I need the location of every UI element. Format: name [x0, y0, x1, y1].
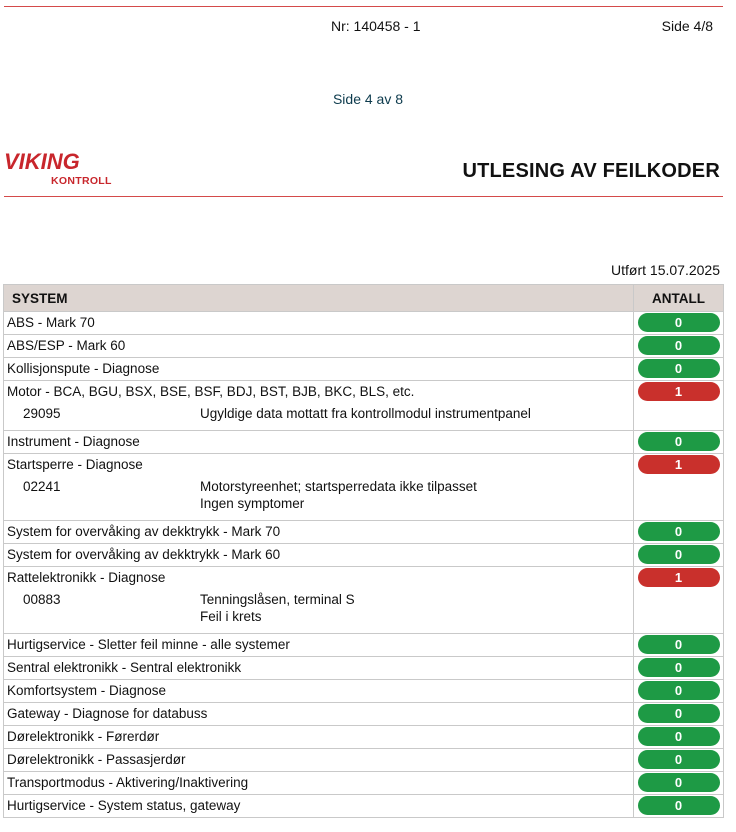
- system-cell: [4, 335, 634, 358]
- table-row: [4, 335, 724, 358]
- system-name: ABS/ESP - Mark 60: [7, 338, 126, 353]
- count-cell: [634, 772, 724, 795]
- page-title: UTLESING AV FEILKODER: [462, 160, 720, 182]
- system-cell: [4, 454, 634, 521]
- count-cell: [634, 521, 724, 544]
- fault-description: [200, 589, 630, 625]
- table-row: [4, 544, 724, 567]
- table-row: [4, 358, 724, 381]
- count-cell: [634, 726, 724, 749]
- system-cell: [4, 634, 634, 657]
- count-badge-ok: 0: [638, 704, 720, 723]
- system-name: Instrument - Diagnose: [7, 434, 140, 449]
- fault-code: 02241: [23, 479, 61, 494]
- count-badge-error: 1: [638, 568, 720, 587]
- system-cell: [4, 772, 634, 795]
- count-cell: [634, 567, 724, 634]
- table-header-row: [4, 285, 724, 312]
- table-row: [4, 431, 724, 454]
- system-cell: [4, 749, 634, 772]
- fault-code: 29095: [23, 406, 61, 421]
- fault-description-line: Ingen symptomer: [200, 496, 305, 511]
- table-row: [4, 657, 724, 680]
- count-cell: [634, 312, 724, 335]
- system-cell: [4, 521, 634, 544]
- table-row: [4, 680, 724, 703]
- system-cell: [4, 381, 634, 431]
- count-badge-ok: 0: [638, 522, 720, 541]
- fault-description-line: Tenningslåsen, terminal S: [200, 592, 355, 607]
- count-cell: [634, 657, 724, 680]
- system-cell: [4, 657, 634, 680]
- fault-entry: [7, 476, 630, 520]
- system-name: System for overvåking av dekktrykk - Mark 60: [7, 547, 281, 562]
- logo-brand-text: VIKING: [4, 150, 80, 174]
- system-cell: [4, 312, 634, 335]
- count-cell: [634, 703, 724, 726]
- count-badge-ok: 0: [638, 727, 720, 746]
- fault-description: [200, 476, 630, 512]
- table-row: [4, 312, 724, 335]
- table-row: [4, 567, 724, 634]
- count-badge-ok: 0: [638, 750, 720, 769]
- fault-description-line: Motorstyreenhet; startsperredata ikke tilpasset: [200, 479, 477, 494]
- system-cell: [4, 544, 634, 567]
- count-cell: [634, 431, 724, 454]
- count-badge-ok: 0: [638, 313, 720, 332]
- count-cell: [634, 749, 724, 772]
- system-name: Sentral elektronikk - Sentral elektronikk: [7, 660, 242, 675]
- header-rule: [4, 196, 723, 197]
- table-row: [4, 703, 724, 726]
- system-name: Transportmodus - Aktivering/Inaktivering: [7, 775, 249, 790]
- table-row: [4, 521, 724, 544]
- system-name: Startsperre - Diagnose: [7, 457, 143, 472]
- system-cell: [4, 726, 634, 749]
- count-badge-ok: 0: [638, 796, 720, 815]
- top-rule: [4, 6, 723, 7]
- fault-description-line: Feil i krets: [200, 609, 262, 624]
- system-name: Hurtigservice - System status, gateway: [7, 798, 241, 813]
- logo-sub-text: KONTROLL: [51, 175, 112, 186]
- system-cell: [4, 703, 634, 726]
- system-cell: [4, 567, 634, 634]
- count-cell: [634, 454, 724, 521]
- count-cell: [634, 544, 724, 567]
- column-header-system: SYSTEM: [4, 285, 634, 312]
- system-name: Rattelektronikk - Diagnose: [7, 570, 166, 585]
- fault-code-table: [3, 284, 724, 818]
- system-name: System for overvåking av dekktrykk - Mark 70: [7, 524, 281, 539]
- table-row: [4, 454, 724, 521]
- system-name: Kollisjonspute - Diagnose: [7, 361, 160, 376]
- table-row: [4, 795, 724, 818]
- fault-entry: [7, 403, 630, 430]
- performed-date: Utført 15.07.2025: [611, 262, 720, 278]
- system-name: Motor - BCA, BGU, BSX, BSE, BSF, BDJ, BST, BJB, BKC, BLS, etc.: [7, 384, 415, 399]
- system-name: Komfortsystem - Diagnose: [7, 683, 167, 698]
- count-cell: [634, 335, 724, 358]
- system-name: Gateway - Diagnose for databuss: [7, 706, 208, 721]
- table-row: [4, 634, 724, 657]
- fault-entry: [7, 589, 630, 633]
- system-name: Hurtigservice - Sletter feil minne - alle systemer: [7, 637, 290, 652]
- count-badge-ok: 0: [638, 359, 720, 378]
- count-badge-ok: 0: [638, 681, 720, 700]
- table-row: [4, 726, 724, 749]
- report-number: Nr: 140458 - 1: [331, 18, 421, 34]
- count-cell: [634, 381, 724, 431]
- page-indicator: Side 4/8: [661, 18, 713, 34]
- count-badge-ok: 0: [638, 336, 720, 355]
- table-row: [4, 772, 724, 795]
- count-cell: [634, 795, 724, 818]
- system-cell: [4, 358, 634, 381]
- system-cell: [4, 680, 634, 703]
- system-name: Dørelektronikk - Passasjerdør: [7, 752, 186, 767]
- fault-description: [200, 403, 630, 422]
- system-cell: [4, 795, 634, 818]
- count-cell: [634, 358, 724, 381]
- fault-code: 00883: [23, 592, 61, 607]
- count-badge-ok: 0: [638, 773, 720, 792]
- system-name: Dørelektronikk - Førerdør: [7, 729, 160, 744]
- count-badge-ok: 0: [638, 432, 720, 451]
- count-cell: [634, 634, 724, 657]
- table-row: [4, 749, 724, 772]
- count-badge-ok: 0: [638, 545, 720, 564]
- system-cell: [4, 431, 634, 454]
- count-badge-ok: 0: [638, 658, 720, 677]
- table-row: [4, 381, 724, 431]
- page-indicator-center: Side 4 av 8: [332, 91, 404, 107]
- viking-kontroll-logo: [4, 150, 116, 186]
- count-cell: [634, 680, 724, 703]
- column-header-count: ANTALL: [634, 285, 724, 312]
- count-badge-error: 1: [638, 382, 720, 401]
- count-badge-error: 1: [638, 455, 720, 474]
- fault-description-line: Ugyldige data mottatt fra kontrollmodul instrumentpanel: [200, 406, 531, 421]
- count-badge-ok: 0: [638, 635, 720, 654]
- system-name: ABS - Mark 70: [7, 315, 95, 330]
